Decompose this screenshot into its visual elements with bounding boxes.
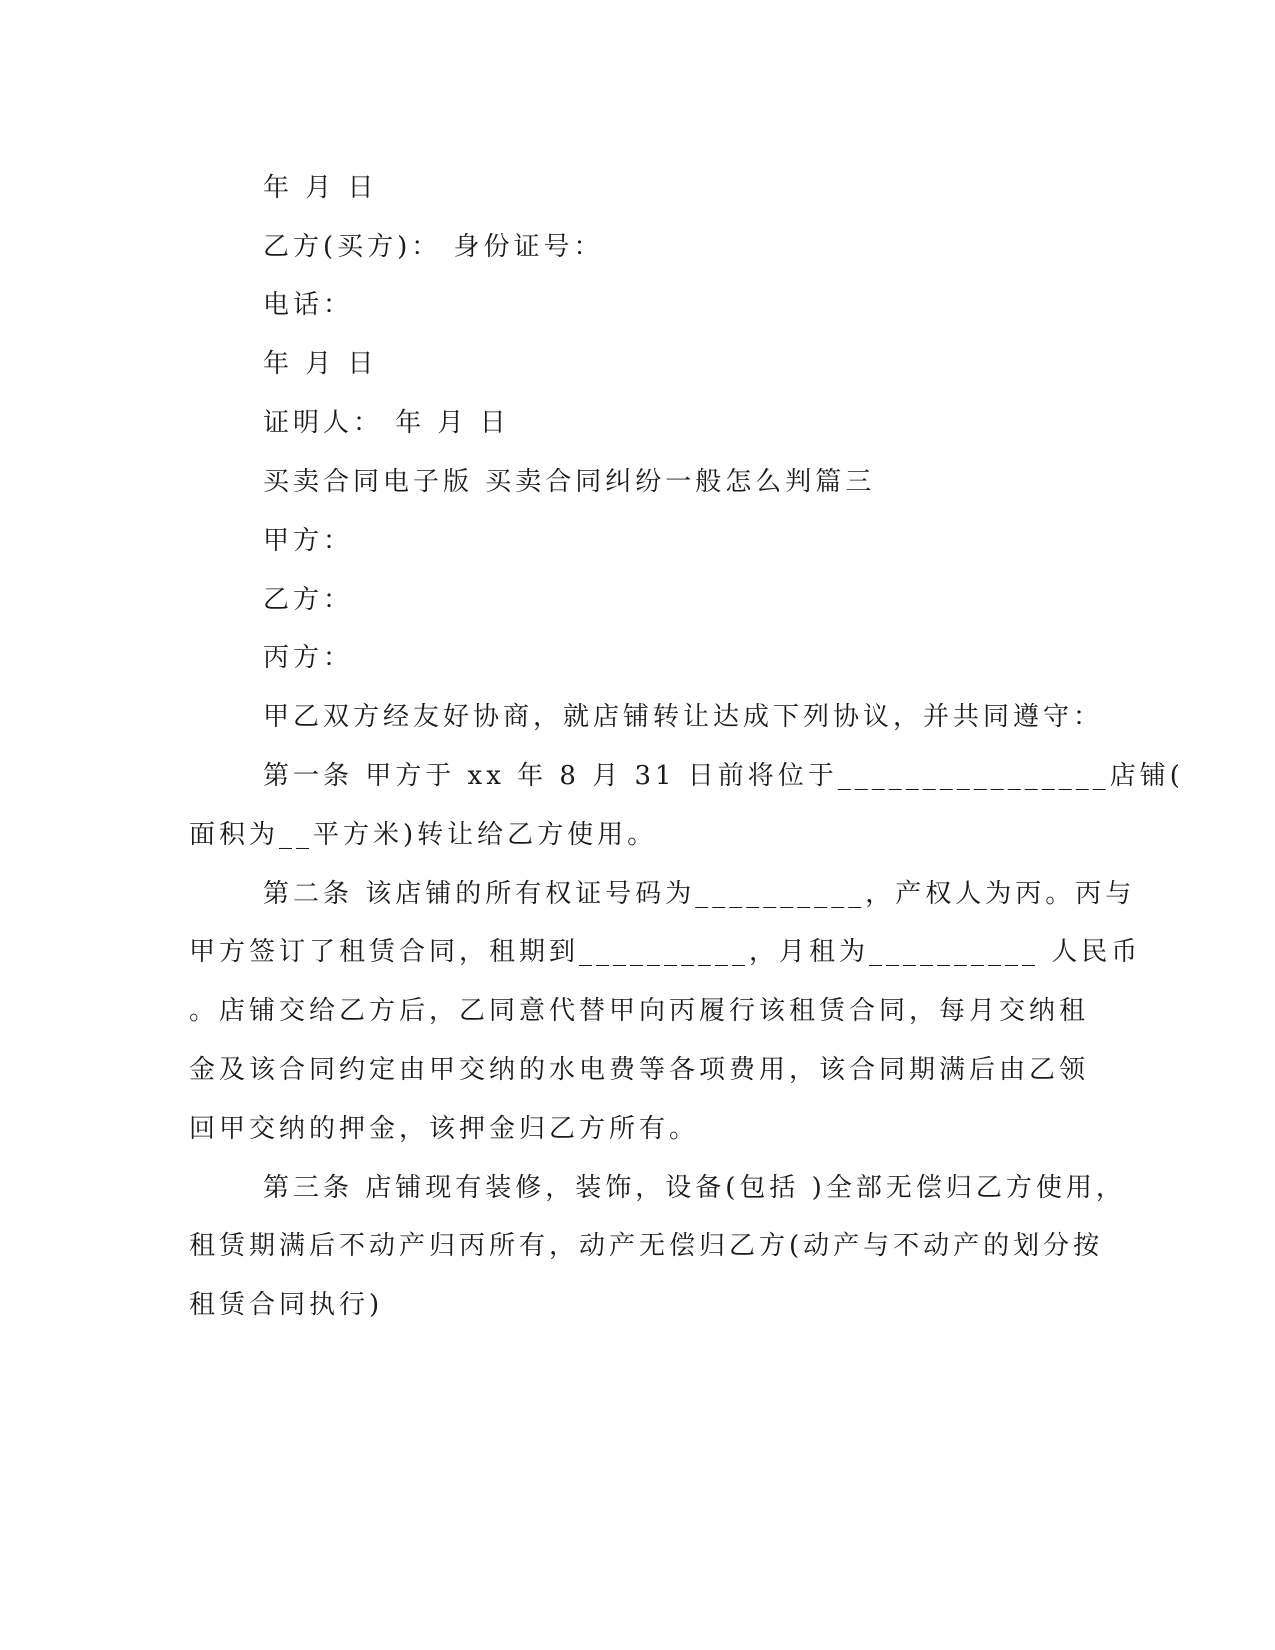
- party-b-line: 乙方：: [263, 585, 354, 615]
- article-2-line-5: 回甲交纳的押金，该押金归乙方所有。: [189, 1114, 700, 1144]
- article-1-line-2: 面积为__平方米)转让给乙方使用。: [189, 820, 658, 850]
- party-a-line: 甲方：: [263, 526, 354, 556]
- agreement-intro: 甲乙双方经友好协商，就店铺转让达成下列协议，并共同遵守：: [263, 702, 1104, 732]
- article-2-line-1: 第二条 该店铺的所有权证号码为__________，产权人为丙。丙与: [263, 879, 1136, 909]
- witness-line: 证明人： 年 月 日: [263, 408, 510, 438]
- party-b-buyer-line: 乙方(买方)： 身份证号：: [263, 232, 604, 262]
- article-2-line-4: 金及该合同约定由甲交纳的水电费等各项费用，该合同期满后由乙领: [189, 1055, 1090, 1085]
- article-3-line-2: 租赁期满后不动产归丙所有，动产无偿归乙方(动产与不动产的划分按: [189, 1231, 1104, 1261]
- date-line-1: 年 月 日: [263, 173, 378, 203]
- date-line-2: 年 月 日: [263, 349, 378, 379]
- article-3-line-1: 第三条 店铺现有装修，装饰，设备(包括 )全部无偿归乙方使用，: [263, 1173, 1126, 1203]
- article-2-line-2: 甲方签订了租赁合同，租期到__________，月租为__________ 人民币: [189, 937, 1142, 967]
- article-1-line-1: 第一条 甲方于 xx 年 8 月 31 日前将位于________________店铺(: [263, 761, 1184, 791]
- phone-line: 电话：: [263, 290, 354, 320]
- party-c-line: 丙方：: [263, 643, 354, 673]
- article-2-line-3: 。店铺交给乙方后，乙同意代替甲向丙履行该租赁合同，每月交纳租: [189, 996, 1090, 1026]
- section-heading: 买卖合同电子版 买卖合同纠纷一般怎么判篇三: [263, 467, 876, 497]
- article-3-line-3: 租赁合同执行): [189, 1290, 384, 1320]
